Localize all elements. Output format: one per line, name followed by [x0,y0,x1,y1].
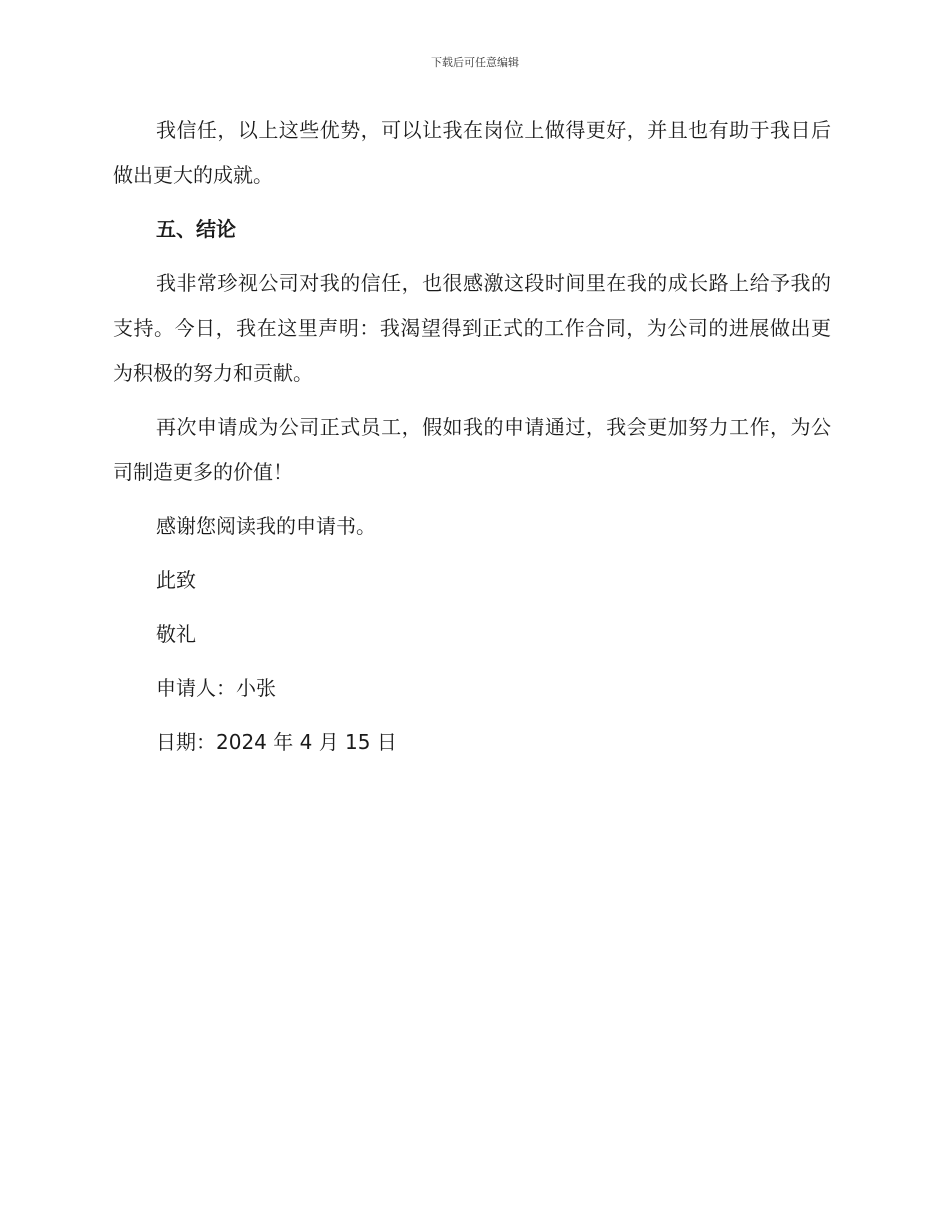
date-line: 日期：2024 年 4 月 15 日 [156,730,397,754]
paragraph-strengths: 我信任，以上这些优势，可以让我在岗位上做得更好，并且也有助于我日后做出更大的成就。 [113,118,831,187]
page-header: 下载后可任意编辑 [431,56,519,69]
applicant-line: 申请人：小张 [156,676,276,700]
document-body [113,108,831,774]
closing-line-2: 敬礼 [156,622,196,646]
section-heading-conclusion: 五、结论 [156,217,236,241]
closing-line-1: 此致 [156,568,196,592]
thanks-line: 感谢您阅读我的申请书。 [156,514,376,538]
paragraph-request: 再次申请成为公司正式员工，假如我的申请通过，我会更加努力工作，为公司制造更多的价值！ [113,415,831,484]
paragraph-conclusion: 我非常珍视公司对我的信任，也很感激这段时间里在我的成长路上给予我的支持。今日，我在这里声明：我渴望得到正式的工作合同，为公司的进展做出更为积极的努力和贡献。 [113,271,831,385]
